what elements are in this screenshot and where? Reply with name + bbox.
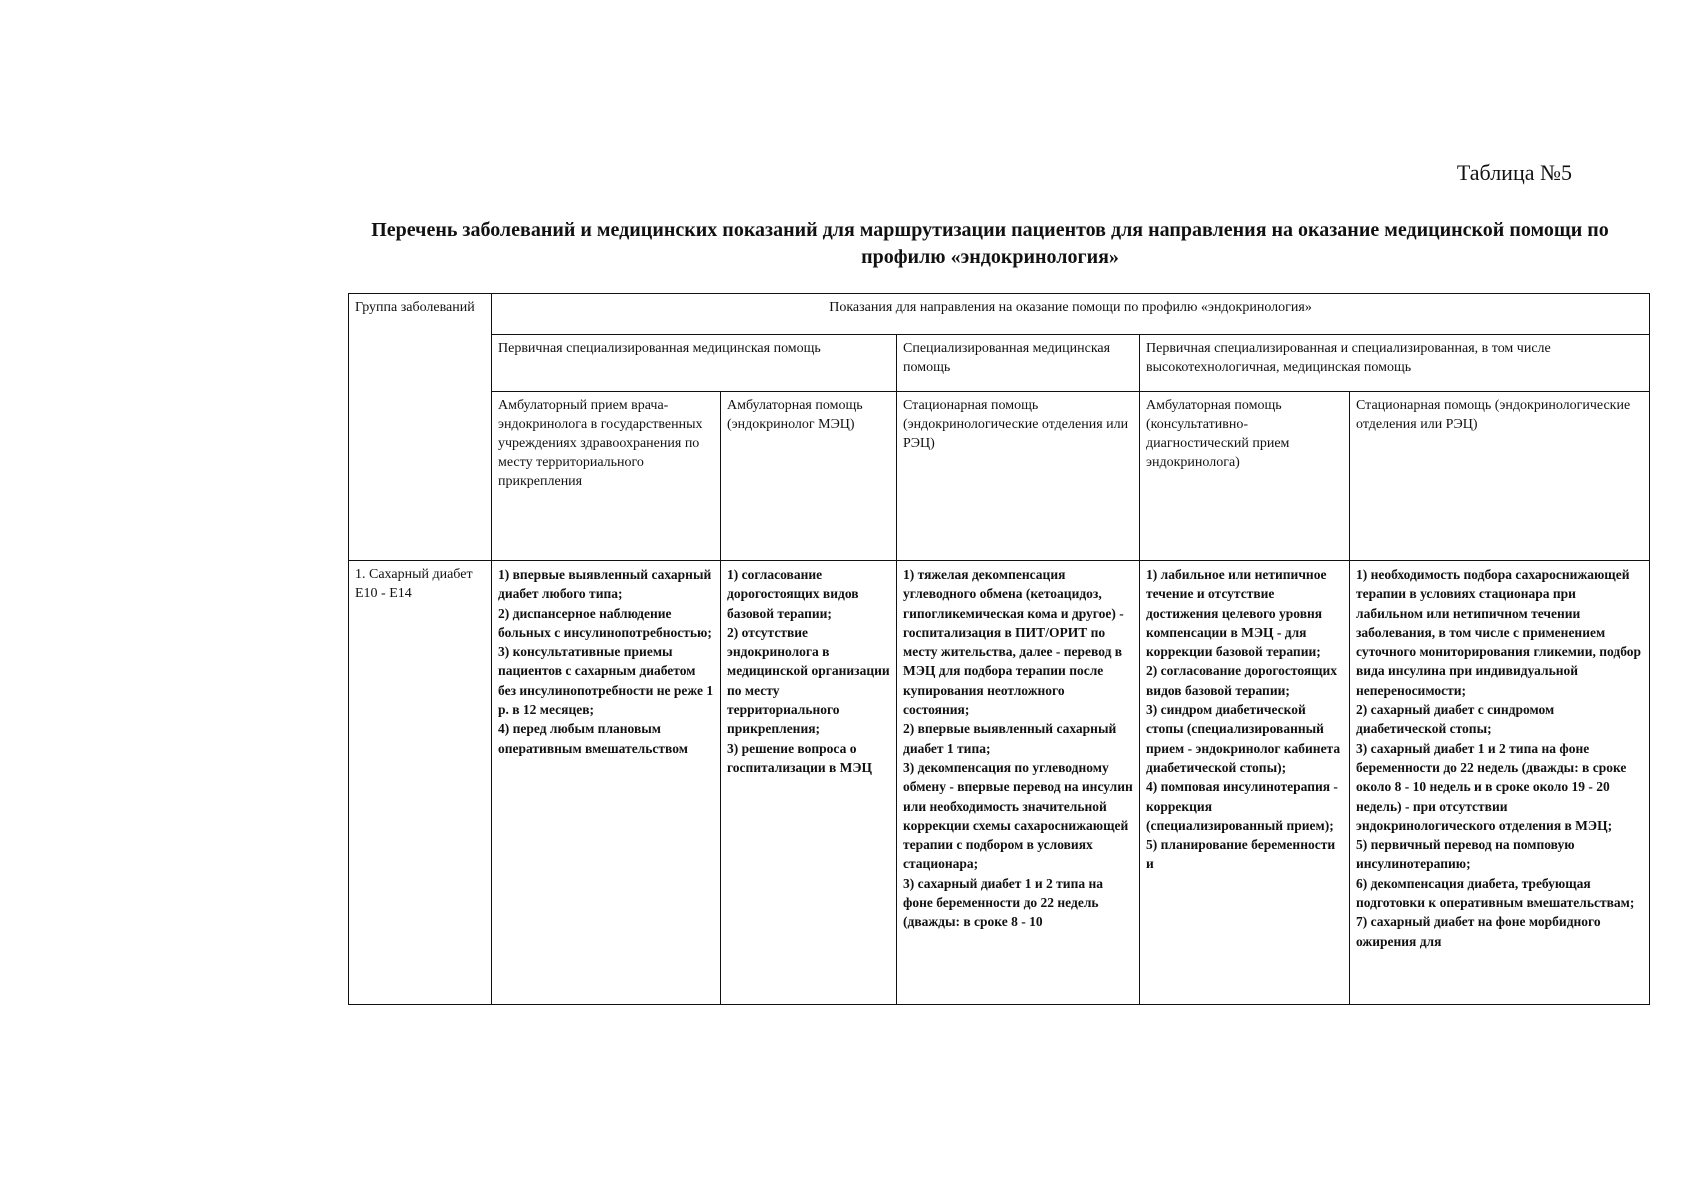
column-header-label: Амбулаторный прием врача-эндокринолога в государственных учреждениях здравоохранения по месту территориального прикрепления — [498, 398, 703, 489]
column-header-label: Стационарная помощь (эндокринологические отделения или РЭЦ) — [1356, 398, 1631, 432]
list-item: 2) отсутствие эндокринолога в медицинской организации по месту территориального прикрепления; — [727, 624, 890, 737]
list-item: 3) сахарный диабет 1 и 2 типа на фоне беременности до 22 недель (дважды: в сроке около 8 - 10 недель и в сроке около 19 - 20 недель) - при отсутствии эндокринологического отделения в МЭЦ; — [1356, 740, 1627, 833]
care-type-label: Специализированная медицинская помощь — [903, 341, 1111, 375]
list-item: 3) декомпенсация по углеводному обмену - впервые перевод на инсулин или необходимость значительной коррекции схемы сахароснижающей терапии с подбором в условиях стационара; — [903, 759, 1133, 872]
column-header-label: Амбулаторная помощь (консультативно-диагностический прием эндокринолога) — [1146, 398, 1290, 470]
column-header-label: Стационарная помощь (эндокринологические отделения или РЭЦ) — [903, 398, 1129, 451]
list-item: 2) сахарный диабет с синдромом диабетической стопы; — [1356, 702, 1555, 737]
col3-cell — [897, 561, 1140, 1005]
care-type-high-tech — [1140, 335, 1650, 392]
list-item: 1) лабильное или нетипичное течение и отсутствие достижения целевого уровня компенсации в МЭЦ - для коррекции базовой терапии; — [1146, 567, 1327, 660]
column-header-1 — [492, 392, 721, 561]
disease-group-cell — [349, 561, 492, 1005]
disease-group: 1. Сахарный диабет E10 - E14 — [355, 567, 473, 601]
list-item: 1) необходимость подбора сахароснижающей терапии в условиях стационара при лабильном или нетипичном течении заболевания, в том числе с применением суточного мониторирования гликемии, подбор вида инсулина при индивидуальной непереносимости; — [1356, 567, 1642, 698]
list-item: 4) перед любым плановым оперативным вмешательством — [498, 721, 688, 756]
column-header-label: Амбулаторная помощь (эндокринолог МЭЦ) — [727, 398, 863, 432]
list-item: 1) согласование дорогостоящих видов базовой терапии; — [727, 567, 859, 621]
list-item: 1) впервые выявленный сахарный диабет любого типа; — [498, 567, 712, 602]
list-item: 3) консультативные приемы пациентов с сахарным диабетом без инсулинопотребности не реже 1 р. в 12 месяцев; — [498, 644, 714, 718]
col5-cell — [1350, 561, 1650, 1005]
list-item: 5) первичный перевод на помповую инсулинотерапию; — [1356, 837, 1575, 872]
col1-cell — [492, 561, 721, 1005]
table-number: Таблица №5 — [1456, 160, 1572, 185]
column-header-3 — [897, 392, 1140, 561]
indications-header-cell — [492, 294, 1650, 335]
routing-table — [348, 293, 1650, 1005]
col2-cell — [721, 561, 897, 1005]
indications-header: Показания для направления на оказание помощи по профилю «эндокринология» — [829, 300, 1312, 315]
list-item: 2) диспансерное наблюдение больных с инсулинопотребностью; — [498, 605, 712, 640]
list-item: 7) сахарный диабет на фоне морбидного ожирения для — [1356, 914, 1601, 949]
care-type-label: Первичная специализированная и специализированная, в том числе высокотехнологичная, медицинская помощь — [1146, 341, 1551, 375]
group-header-cell — [349, 294, 492, 561]
care-type-specialized — [897, 335, 1140, 392]
document-title: Перечень заболеваний и медицинских показаний для маршрутизации пациентов для направления на оказание медицинской помощи по профилю «эндокринология» — [371, 219, 1609, 268]
group-header: Группа заболеваний — [355, 300, 475, 315]
list-item: 1) тяжелая декомпенсация углеводного обмена (кетоацидоз, гипогликемическая кома и другое) - госпитализация в ПИТ/ОРИТ по месту жительства, далее - перевод в МЭЦ для подбора терапии после купирования неотложного состояния; — [903, 567, 1124, 718]
col4-cell — [1140, 561, 1350, 1005]
column-header-2 — [721, 392, 897, 561]
column-header-4 — [1140, 392, 1350, 561]
column-header-5 — [1350, 392, 1650, 561]
list-item: 3) сахарный диабет 1 и 2 типа на фоне беременности до 22 недель (дважды: в сроке 8 - 10 — [903, 875, 1104, 930]
table-row — [349, 561, 1650, 1005]
list-item: 4) помповая инсулинотерапия - коррекция (специализированный прием); — [1146, 779, 1338, 833]
care-type-label: Первичная специализированная медицинская помощь — [498, 341, 821, 356]
list-item: 3) решение вопроса о госпитализации в МЭЦ — [727, 740, 873, 775]
list-item: 2) согласование дорогостоящих видов базовой терапии; — [1146, 663, 1338, 698]
care-type-primary — [492, 335, 897, 392]
list-item: 6) декомпенсация диабета, требующая подготовки к оперативным вмешательствам; — [1356, 875, 1635, 911]
list-item: 3) синдром диабетической стопы (специализированный прием - эндокринолог кабинета диабетической стопы); — [1146, 702, 1341, 775]
list-item: 2) впервые выявленный сахарный диабет 1 типа; — [903, 721, 1117, 756]
list-item: 5) планирование беременности и — [1146, 837, 1336, 872]
